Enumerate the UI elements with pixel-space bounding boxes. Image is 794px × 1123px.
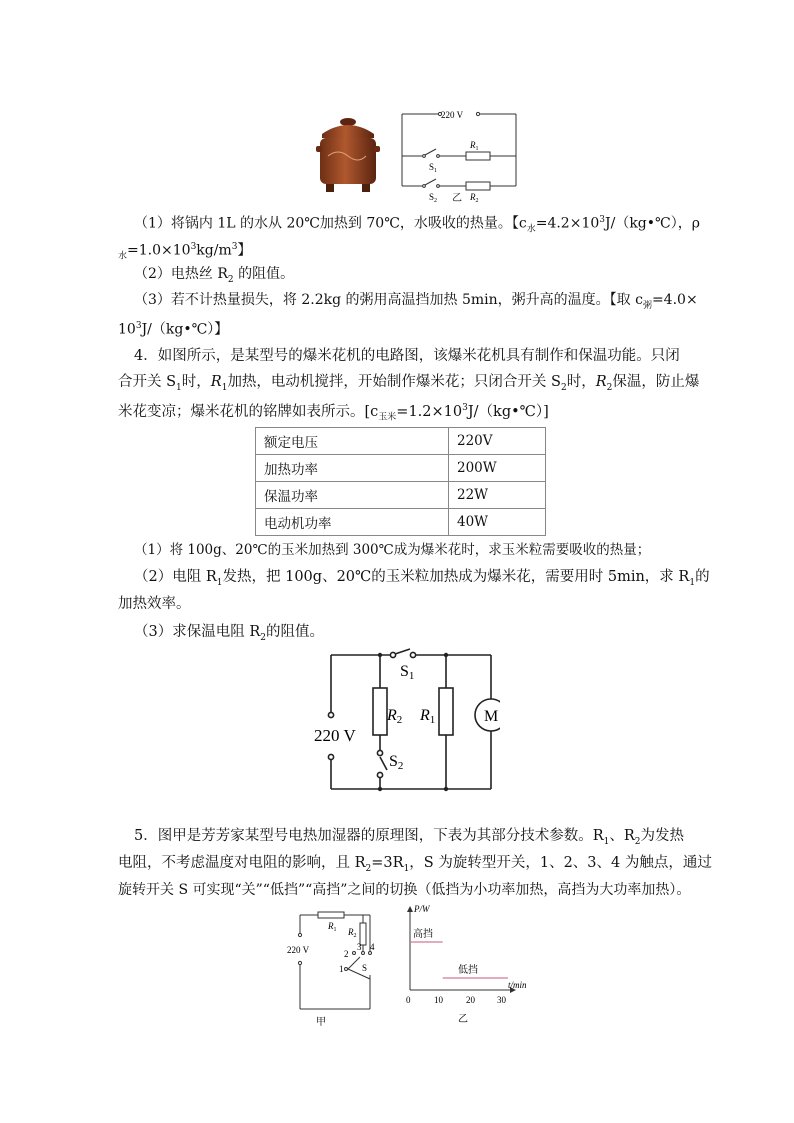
- figure-caption-a: 甲: [316, 1017, 326, 1028]
- resistor-r2-label: $R_2$: [470, 192, 479, 204]
- table-cell: 电动机功率: [256, 509, 449, 536]
- q4-part1: （1）将 100g、20℃的玉米加热到 300℃成为爆米花时，求玉米粒需要吸收的热量；: [134, 542, 651, 558]
- q4-part2-line1: （2）电阻 $R_1$发热，把 100g、20℃的玉米粒加热成为爆米花，需要用时 5min，求 $R_1$的: [134, 569, 710, 588]
- voltage-label: 220 V: [441, 110, 464, 120]
- y-axis-label: P/W: [414, 904, 430, 914]
- voltage-label: 220 V: [314, 726, 356, 745]
- table-cell: 220V: [449, 428, 546, 455]
- x-tick-label: 0: [406, 995, 411, 1005]
- table-row: [256, 482, 546, 509]
- q3-part3-line1: （3）若不计热量损失，将 2.2kg 的粥用高温挡加热 5min，粥升高的温度。【取 $c_粥=4.0\times$: [134, 292, 698, 311]
- circuit-diagram-top: [398, 104, 528, 204]
- q3-part1-line1: （1）将锅内 1L 的水从 20℃加热到 70℃，水吸收的热量。【$c_水=4.2\times 10^3J/(kg•℃)$，ρ: [134, 215, 700, 235]
- resistor-r2-label: R2: [387, 707, 403, 726]
- resistor-r1-label: $R_1$: [328, 921, 337, 933]
- circuit-diagram-humidifier: [284, 905, 394, 1029]
- q5-line3: 旋转开关 S 可实现“关”“低挡”“高挡”之间的切换（低挡为小功率加热，高挡为大功率加热）。: [118, 882, 691, 898]
- series-label-low: 低挡: [458, 965, 478, 976]
- circuit-diagram-popcorn: [300, 645, 500, 795]
- table-row: [256, 509, 546, 536]
- contact-3-label: 3: [357, 942, 362, 952]
- q4-line2: 合开关 $S_1$时，$R_1$加热，电动机搅拌，开始制作爆米花；只闭合开关 $S_2$时，$R_2$保温，防止爆: [118, 374, 700, 393]
- x-tick-label: 20: [466, 995, 475, 1005]
- series-label-high: 高挡: [413, 929, 433, 940]
- resistor-r2-label: $R_2$: [348, 927, 357, 939]
- figure-caption-top: 乙: [452, 193, 462, 204]
- nameplate-table: [255, 427, 546, 536]
- contact-4-label: 4: [370, 942, 375, 952]
- table-row: [256, 428, 546, 455]
- q4-part3: （3）求保温电阻 $R_2$的阻值。: [134, 624, 324, 643]
- table-cell: 保温功率: [256, 482, 449, 509]
- x-tick-label: 10: [434, 995, 443, 1005]
- q5-line1: 5．图甲是芳芳家某型号电热加湿器的原理图，下表为其部分技术参数。$R_1$、$R_2$为发热: [134, 828, 685, 847]
- switch-s1-label: S1: [400, 663, 415, 682]
- contact-2-label: 2: [344, 949, 349, 959]
- y-axis-arrow: [407, 906, 413, 912]
- resistor-r1-label: R1: [420, 707, 436, 726]
- x-tick-label: 30: [497, 995, 506, 1005]
- motor-label: M: [484, 708, 499, 725]
- resistor-r1-label: $R_1$: [470, 140, 479, 152]
- table-cell: 200W: [449, 455, 546, 482]
- q4-line3: 米花变凉；爆米花机的铭牌如表所示。$[c_{玉米}=1.2\times 10^3J/(kg•℃)]$: [118, 403, 549, 423]
- chart-caption: 乙: [458, 1014, 468, 1025]
- slow-cooker-image: [316, 108, 380, 196]
- voltage-label: 220 V: [287, 945, 310, 955]
- q3-part1-line2: $_水=1.0\times 10^3kg/m^3$】: [118, 242, 252, 262]
- q4-part2-line2: 加热效率。: [118, 596, 191, 612]
- q3-part2: （2）电热丝 $R_2$ 的阻值。: [134, 266, 295, 285]
- q5-line2: 电阻，不考虑温度对电阻的影响，且 $R_2=3R_1$，S 为旋转型开关，1、2、3、4 为触点，通过: [118, 855, 712, 874]
- x-axis-label: t/min: [508, 980, 527, 990]
- rotary-switch-label: S: [362, 963, 368, 973]
- table-cell: 额定电压: [256, 428, 449, 455]
- switch-s1-label: $S_1$: [429, 162, 438, 174]
- contact-1-label: 1: [339, 964, 344, 974]
- switch-s2-label: S2: [389, 753, 404, 772]
- q3-part3-line2: $10^3J/(kg•℃)$】: [118, 321, 229, 338]
- switch-s2-label: $S_2$: [429, 192, 438, 204]
- table-cell: 40W: [449, 509, 546, 536]
- table-row: [256, 455, 546, 482]
- table-cell: 22W: [449, 482, 546, 509]
- q4-line1: 4．如图所示，是某型号的爆米花机的电路图，该爆米花机具有制作和保温功能。只闭: [134, 348, 680, 364]
- table-cell: 加热功率: [256, 455, 449, 482]
- power-time-chart: [400, 900, 540, 1028]
